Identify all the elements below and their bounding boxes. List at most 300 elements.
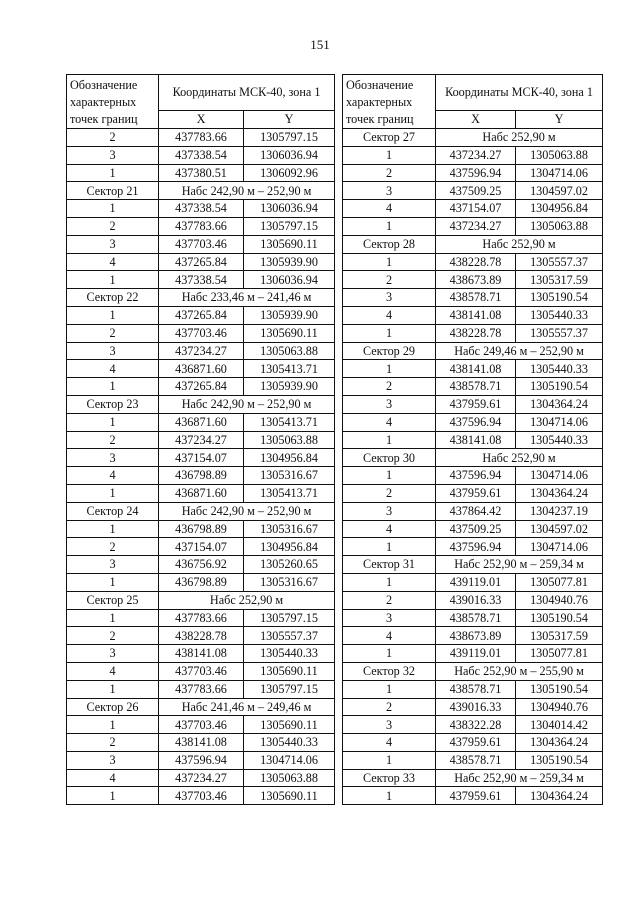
sector-label: Сектор 33 — [343, 769, 436, 787]
point-number: 4 — [343, 200, 436, 218]
table-row — [67, 360, 335, 378]
sector-label: Сектор 30 — [343, 449, 436, 467]
table-row — [67, 324, 335, 342]
table-row — [343, 573, 603, 591]
coordinates-table-right — [342, 74, 603, 805]
table-row — [343, 289, 603, 307]
point-number: 1 — [67, 520, 159, 538]
x-coordinate: 437959.61 — [436, 734, 516, 752]
x-coordinate: 437154.07 — [159, 449, 244, 467]
y-coordinate: 1305440.33 — [244, 645, 335, 663]
table-row — [343, 591, 603, 609]
y-coordinate: 1304940.76 — [516, 698, 603, 716]
y-coordinate: 1304956.84 — [244, 449, 335, 467]
y-coordinate: 1305557.37 — [516, 324, 603, 342]
y-coordinate: 1305690.11 — [244, 324, 335, 342]
x-coordinate: 438673.89 — [436, 271, 516, 289]
y-coordinate: 1305557.37 — [516, 253, 603, 271]
x-coordinate: 437703.46 — [159, 787, 244, 805]
point-number: 4 — [343, 520, 436, 538]
coordinates-header: Координаты МСК-40, зона 1 — [436, 75, 603, 111]
y-coordinate: 1305440.33 — [244, 734, 335, 752]
point-number: 3 — [67, 556, 159, 574]
table-row — [343, 520, 603, 538]
point-number: 4 — [67, 253, 159, 271]
table-row — [67, 271, 335, 289]
table-row — [343, 200, 603, 218]
point-number: 1 — [343, 146, 436, 164]
point-number: 2 — [67, 734, 159, 752]
point-number: 2 — [67, 431, 159, 449]
y-coordinate: 1304597.02 — [516, 182, 603, 200]
y-coordinate: 1305557.37 — [244, 627, 335, 645]
point-number: 1 — [343, 360, 436, 378]
x-coordinate: 437783.66 — [159, 680, 244, 698]
table-row — [343, 360, 603, 378]
x-coordinate: 437234.27 — [159, 431, 244, 449]
point-number: 2 — [343, 698, 436, 716]
point-number: 1 — [343, 324, 436, 342]
y-coordinate: 1304237.19 — [516, 502, 603, 520]
y-coordinate: 1304714.06 — [244, 751, 335, 769]
sector-height-range: Набс 252,90 м — [159, 591, 335, 609]
point-number: 2 — [67, 324, 159, 342]
table-row — [67, 484, 335, 502]
x-coordinate: 437265.84 — [159, 253, 244, 271]
points-column-header: Обозначение характерных точек границ — [67, 75, 159, 129]
sector-row — [67, 289, 335, 307]
y-coordinate: 1305077.81 — [516, 645, 603, 663]
x-coordinate: 437596.94 — [159, 751, 244, 769]
table-row — [343, 645, 603, 663]
sector-label: Сектор 32 — [343, 662, 436, 680]
table-row — [67, 520, 335, 538]
sector-height-range: Набс 252,90 м — [436, 449, 603, 467]
point-number: 2 — [67, 538, 159, 556]
table-row — [343, 324, 603, 342]
x-coordinate: 437338.54 — [159, 271, 244, 289]
table-row — [343, 378, 603, 396]
y-coordinate: 1305440.33 — [516, 306, 603, 324]
sector-row — [67, 182, 335, 200]
point-number: 3 — [343, 716, 436, 734]
point-number: 3 — [343, 395, 436, 413]
point-number: 1 — [67, 164, 159, 182]
x-coordinate: 437703.46 — [159, 662, 244, 680]
sector-height-range: Набс 252,90 м — [436, 129, 603, 147]
x-coordinate: 437234.27 — [159, 769, 244, 787]
table-row — [67, 235, 335, 253]
table-row — [67, 769, 335, 787]
table-row — [67, 751, 335, 769]
sector-height-range: Набс 241,46 м – 249,46 м — [159, 698, 335, 716]
point-number: 2 — [343, 484, 436, 502]
sector-label: Сектор 22 — [67, 289, 159, 307]
y-coordinate: 1304714.06 — [516, 164, 603, 182]
y-coordinate: 1305690.11 — [244, 235, 335, 253]
x-coordinate: 437265.84 — [159, 378, 244, 396]
y-coordinate: 1304597.02 — [516, 520, 603, 538]
point-number: 1 — [67, 573, 159, 591]
table-row — [67, 573, 335, 591]
y-coordinate: 1305063.88 — [516, 146, 603, 164]
table-row — [67, 609, 335, 627]
y-coordinate: 1305077.81 — [516, 573, 603, 591]
sector-label: Сектор 26 — [67, 698, 159, 716]
sector-label: Сектор 29 — [343, 342, 436, 360]
x-coordinate: 437338.54 — [159, 200, 244, 218]
x-coordinate: 437338.54 — [159, 146, 244, 164]
table-row — [343, 217, 603, 235]
point-number: 1 — [67, 680, 159, 698]
table-row — [343, 484, 603, 502]
table-row — [343, 751, 603, 769]
x-coordinate: 437154.07 — [159, 538, 244, 556]
y-coordinate: 1304714.06 — [516, 538, 603, 556]
point-number: 4 — [343, 734, 436, 752]
table-row — [67, 413, 335, 431]
point-number: 1 — [343, 787, 436, 805]
x-coordinate: 438578.71 — [436, 609, 516, 627]
y-coordinate: 1305440.33 — [516, 431, 603, 449]
table-row — [67, 129, 335, 147]
sector-row — [67, 395, 335, 413]
x-coordinate: 437509.25 — [436, 182, 516, 200]
x-coordinate: 439119.01 — [436, 573, 516, 591]
table-row — [67, 716, 335, 734]
point-number: 1 — [343, 680, 436, 698]
table-header-row — [343, 75, 603, 111]
point-number: 4 — [67, 769, 159, 787]
y-coordinate: 1305190.54 — [516, 751, 603, 769]
x-coordinate: 437864.42 — [436, 502, 516, 520]
table-row — [343, 538, 603, 556]
y-coordinate: 1305413.71 — [244, 484, 335, 502]
table-row — [343, 253, 603, 271]
x-coordinate: 436798.89 — [159, 573, 244, 591]
point-number: 2 — [343, 271, 436, 289]
sector-row — [343, 449, 603, 467]
y-coordinate: 1304956.84 — [244, 538, 335, 556]
x-coordinate: 438141.08 — [159, 645, 244, 663]
point-number: 2 — [343, 378, 436, 396]
table-row — [343, 787, 603, 805]
y-coordinate: 1304014.42 — [516, 716, 603, 734]
y-coordinate: 1305190.54 — [516, 609, 603, 627]
y-coordinate: 1305690.11 — [244, 787, 335, 805]
y-coordinate: 1304714.06 — [516, 467, 603, 485]
table-row — [67, 627, 335, 645]
x-coordinate: 437959.61 — [436, 787, 516, 805]
table-row — [67, 431, 335, 449]
y-coordinate: 1305939.90 — [244, 253, 335, 271]
x-coordinate: 437265.84 — [159, 306, 244, 324]
point-number: 1 — [343, 253, 436, 271]
y-coordinate: 1305190.54 — [516, 680, 603, 698]
x-coordinate: 438141.08 — [159, 734, 244, 752]
y-coordinate: 1304714.06 — [516, 413, 603, 431]
table-row — [67, 342, 335, 360]
y-coordinate: 1304956.84 — [516, 200, 603, 218]
y-coordinate: 1304940.76 — [516, 591, 603, 609]
point-number: 1 — [67, 271, 159, 289]
x-coordinate: 438228.78 — [436, 253, 516, 271]
sector-height-range: Набс 242,90 м – 252,90 м — [159, 395, 335, 413]
x-coordinate: 437596.94 — [436, 467, 516, 485]
y-coordinate: 1305316.67 — [244, 520, 335, 538]
point-number: 4 — [67, 360, 159, 378]
table-row — [343, 306, 603, 324]
y-coordinate: 1305797.15 — [244, 129, 335, 147]
table-row — [343, 146, 603, 164]
y-coordinate: 1305797.15 — [244, 609, 335, 627]
sector-label: Сектор 27 — [343, 129, 436, 147]
x-coordinate: 437703.46 — [159, 324, 244, 342]
point-number: 1 — [343, 538, 436, 556]
table-row — [67, 200, 335, 218]
point-number: 1 — [67, 787, 159, 805]
x-coordinate: 436871.60 — [159, 484, 244, 502]
table-row — [67, 645, 335, 663]
y-coordinate: 1305190.54 — [516, 289, 603, 307]
point-number: 3 — [343, 289, 436, 307]
sector-row — [343, 129, 603, 147]
x-coordinate: 437596.94 — [436, 164, 516, 182]
point-number: 3 — [67, 235, 159, 253]
y-coordinate: 1305063.88 — [516, 217, 603, 235]
x-coordinate: 439016.33 — [436, 591, 516, 609]
point-number: 4 — [67, 467, 159, 485]
x-coordinate: 438578.71 — [436, 378, 516, 396]
table-row — [67, 449, 335, 467]
table-row — [343, 182, 603, 200]
x-coordinate: 436871.60 — [159, 360, 244, 378]
x-coordinate: 437703.46 — [159, 235, 244, 253]
point-number: 1 — [343, 217, 436, 235]
x-coordinate: 437596.94 — [436, 413, 516, 431]
point-number: 1 — [67, 378, 159, 396]
table-row — [343, 431, 603, 449]
sector-label: Сектор 25 — [67, 591, 159, 609]
x-coordinate: 438141.08 — [436, 431, 516, 449]
x-coordinate: 438578.71 — [436, 680, 516, 698]
point-number: 4 — [343, 306, 436, 324]
y-coordinate: 1304364.24 — [516, 787, 603, 805]
table-row — [67, 467, 335, 485]
sector-height-range: Набс 249,46 м – 252,90 м — [436, 342, 603, 360]
y-coordinate: 1305440.33 — [516, 360, 603, 378]
x-coordinate: 438141.08 — [436, 306, 516, 324]
y-column-header: Y — [516, 110, 603, 128]
point-number: 3 — [343, 502, 436, 520]
x-coordinate: 439119.01 — [436, 645, 516, 663]
x-coordinate: 438141.08 — [436, 360, 516, 378]
table-row — [67, 556, 335, 574]
x-coordinate: 437783.66 — [159, 217, 244, 235]
table-row — [67, 680, 335, 698]
y-coordinate: 1304364.24 — [516, 734, 603, 752]
sector-label: Сектор 24 — [67, 502, 159, 520]
x-coordinate: 437509.25 — [436, 520, 516, 538]
point-number: 1 — [67, 609, 159, 627]
x-coordinate: 438673.89 — [436, 627, 516, 645]
x-coordinate: 438228.78 — [436, 324, 516, 342]
y-coordinate: 1304364.24 — [516, 395, 603, 413]
table-row — [343, 698, 603, 716]
point-number: 1 — [67, 306, 159, 324]
x-coordinate: 437959.61 — [436, 395, 516, 413]
table-row — [343, 502, 603, 520]
table-row — [67, 217, 335, 235]
point-number: 3 — [67, 146, 159, 164]
sector-row — [343, 769, 603, 787]
coordinates-header: Координаты МСК-40, зона 1 — [159, 75, 335, 111]
table-row — [343, 627, 603, 645]
x-coordinate: 437703.46 — [159, 716, 244, 734]
table-row — [343, 467, 603, 485]
y-coordinate: 1305797.15 — [244, 217, 335, 235]
sector-row — [343, 235, 603, 253]
y-coordinate: 1305316.67 — [244, 573, 335, 591]
point-number: 1 — [67, 413, 159, 431]
point-number: 1 — [67, 716, 159, 734]
table-row — [67, 734, 335, 752]
point-number: 3 — [67, 342, 159, 360]
x-coordinate: 437959.61 — [436, 484, 516, 502]
table-row — [67, 787, 335, 805]
point-number: 2 — [343, 591, 436, 609]
point-number: 2 — [67, 217, 159, 235]
sector-height-range: Набс 252,90 м – 259,34 м — [436, 769, 603, 787]
sector-row — [343, 556, 603, 574]
sector-height-range: Набс 252,90 м – 255,90 м — [436, 662, 603, 680]
sector-row — [343, 342, 603, 360]
x-coordinate: 436798.89 — [159, 520, 244, 538]
sector-height-range: Набс 252,90 м — [436, 235, 603, 253]
y-coordinate: 1305939.90 — [244, 378, 335, 396]
y-coordinate: 1305690.11 — [244, 662, 335, 680]
y-coordinate: 1306092.96 — [244, 164, 335, 182]
table-row — [343, 734, 603, 752]
points-column-header: Обозначение характерных точек границ — [343, 75, 436, 129]
y-coordinate: 1305797.15 — [244, 680, 335, 698]
y-coordinate: 1306036.94 — [244, 146, 335, 164]
point-number: 3 — [343, 182, 436, 200]
sector-height-range: Набс 252,90 м – 259,34 м — [436, 556, 603, 574]
x-column-header: X — [159, 110, 244, 128]
table-row — [343, 680, 603, 698]
sector-height-range: Набс 242,90 м – 252,90 м — [159, 502, 335, 520]
page-number: 151 — [310, 37, 330, 52]
x-column-header: X — [436, 110, 516, 128]
x-coordinate: 437154.07 — [436, 200, 516, 218]
x-coordinate: 439016.33 — [436, 698, 516, 716]
table-row — [343, 164, 603, 182]
point-number: 1 — [343, 431, 436, 449]
point-number: 1 — [67, 484, 159, 502]
x-coordinate: 437783.66 — [159, 129, 244, 147]
coordinates-table-left — [66, 74, 335, 805]
point-number: 3 — [67, 751, 159, 769]
table-row — [67, 146, 335, 164]
x-coordinate: 436871.60 — [159, 413, 244, 431]
y-coordinate: 1305063.88 — [244, 431, 335, 449]
point-number: 4 — [67, 662, 159, 680]
y-coordinate: 1305063.88 — [244, 342, 335, 360]
x-coordinate: 438322.28 — [436, 716, 516, 734]
y-coordinate: 1305939.90 — [244, 306, 335, 324]
point-number: 1 — [343, 467, 436, 485]
table-header-row — [67, 75, 335, 111]
sector-height-range: Набс 233,46 м – 241,46 м — [159, 289, 335, 307]
y-coordinate: 1305316.67 — [244, 467, 335, 485]
sector-row — [67, 502, 335, 520]
point-number: 4 — [343, 627, 436, 645]
y-coordinate: 1305260.65 — [244, 556, 335, 574]
y-coordinate: 1304364.24 — [516, 484, 603, 502]
point-number: 4 — [343, 413, 436, 431]
x-coordinate: 437234.27 — [436, 217, 516, 235]
sector-label: Сектор 21 — [67, 182, 159, 200]
point-number: 2 — [67, 129, 159, 147]
y-coordinate: 1305317.59 — [516, 627, 603, 645]
table-row — [343, 716, 603, 734]
y-coordinate: 1305413.71 — [244, 360, 335, 378]
point-number: 3 — [67, 645, 159, 663]
table-row — [67, 164, 335, 182]
table-row — [343, 413, 603, 431]
point-number: 2 — [67, 627, 159, 645]
point-number: 1 — [67, 200, 159, 218]
table-row — [67, 662, 335, 680]
y-coordinate: 1306036.94 — [244, 271, 335, 289]
point-number: 1 — [343, 751, 436, 769]
point-number: 1 — [343, 645, 436, 663]
x-coordinate: 437783.66 — [159, 609, 244, 627]
x-coordinate: 438578.71 — [436, 751, 516, 769]
table-row — [343, 271, 603, 289]
y-coordinate: 1305413.71 — [244, 413, 335, 431]
sector-row — [343, 662, 603, 680]
sector-height-range: Набс 242,90 м – 252,90 м — [159, 182, 335, 200]
sector-label: Сектор 31 — [343, 556, 436, 574]
x-coordinate: 438578.71 — [436, 289, 516, 307]
y-coordinate: 1305690.11 — [244, 716, 335, 734]
x-coordinate: 437380.51 — [159, 164, 244, 182]
sector-row — [67, 591, 335, 609]
table-row — [343, 609, 603, 627]
table-row — [67, 378, 335, 396]
sector-label: Сектор 23 — [67, 395, 159, 413]
y-column-header: Y — [244, 110, 335, 128]
point-number: 2 — [343, 164, 436, 182]
sector-label: Сектор 28 — [343, 235, 436, 253]
y-coordinate: 1305317.59 — [516, 271, 603, 289]
x-coordinate: 437234.27 — [436, 146, 516, 164]
point-number: 3 — [67, 449, 159, 467]
point-number: 3 — [343, 609, 436, 627]
y-coordinate: 1306036.94 — [244, 200, 335, 218]
x-coordinate: 436798.89 — [159, 467, 244, 485]
x-coordinate: 436756.92 — [159, 556, 244, 574]
table-row — [343, 395, 603, 413]
table-row — [67, 253, 335, 271]
x-coordinate: 437234.27 — [159, 342, 244, 360]
x-coordinate: 438228.78 — [159, 627, 244, 645]
table-row — [67, 538, 335, 556]
sector-row — [67, 698, 335, 716]
y-coordinate: 1305063.88 — [244, 769, 335, 787]
